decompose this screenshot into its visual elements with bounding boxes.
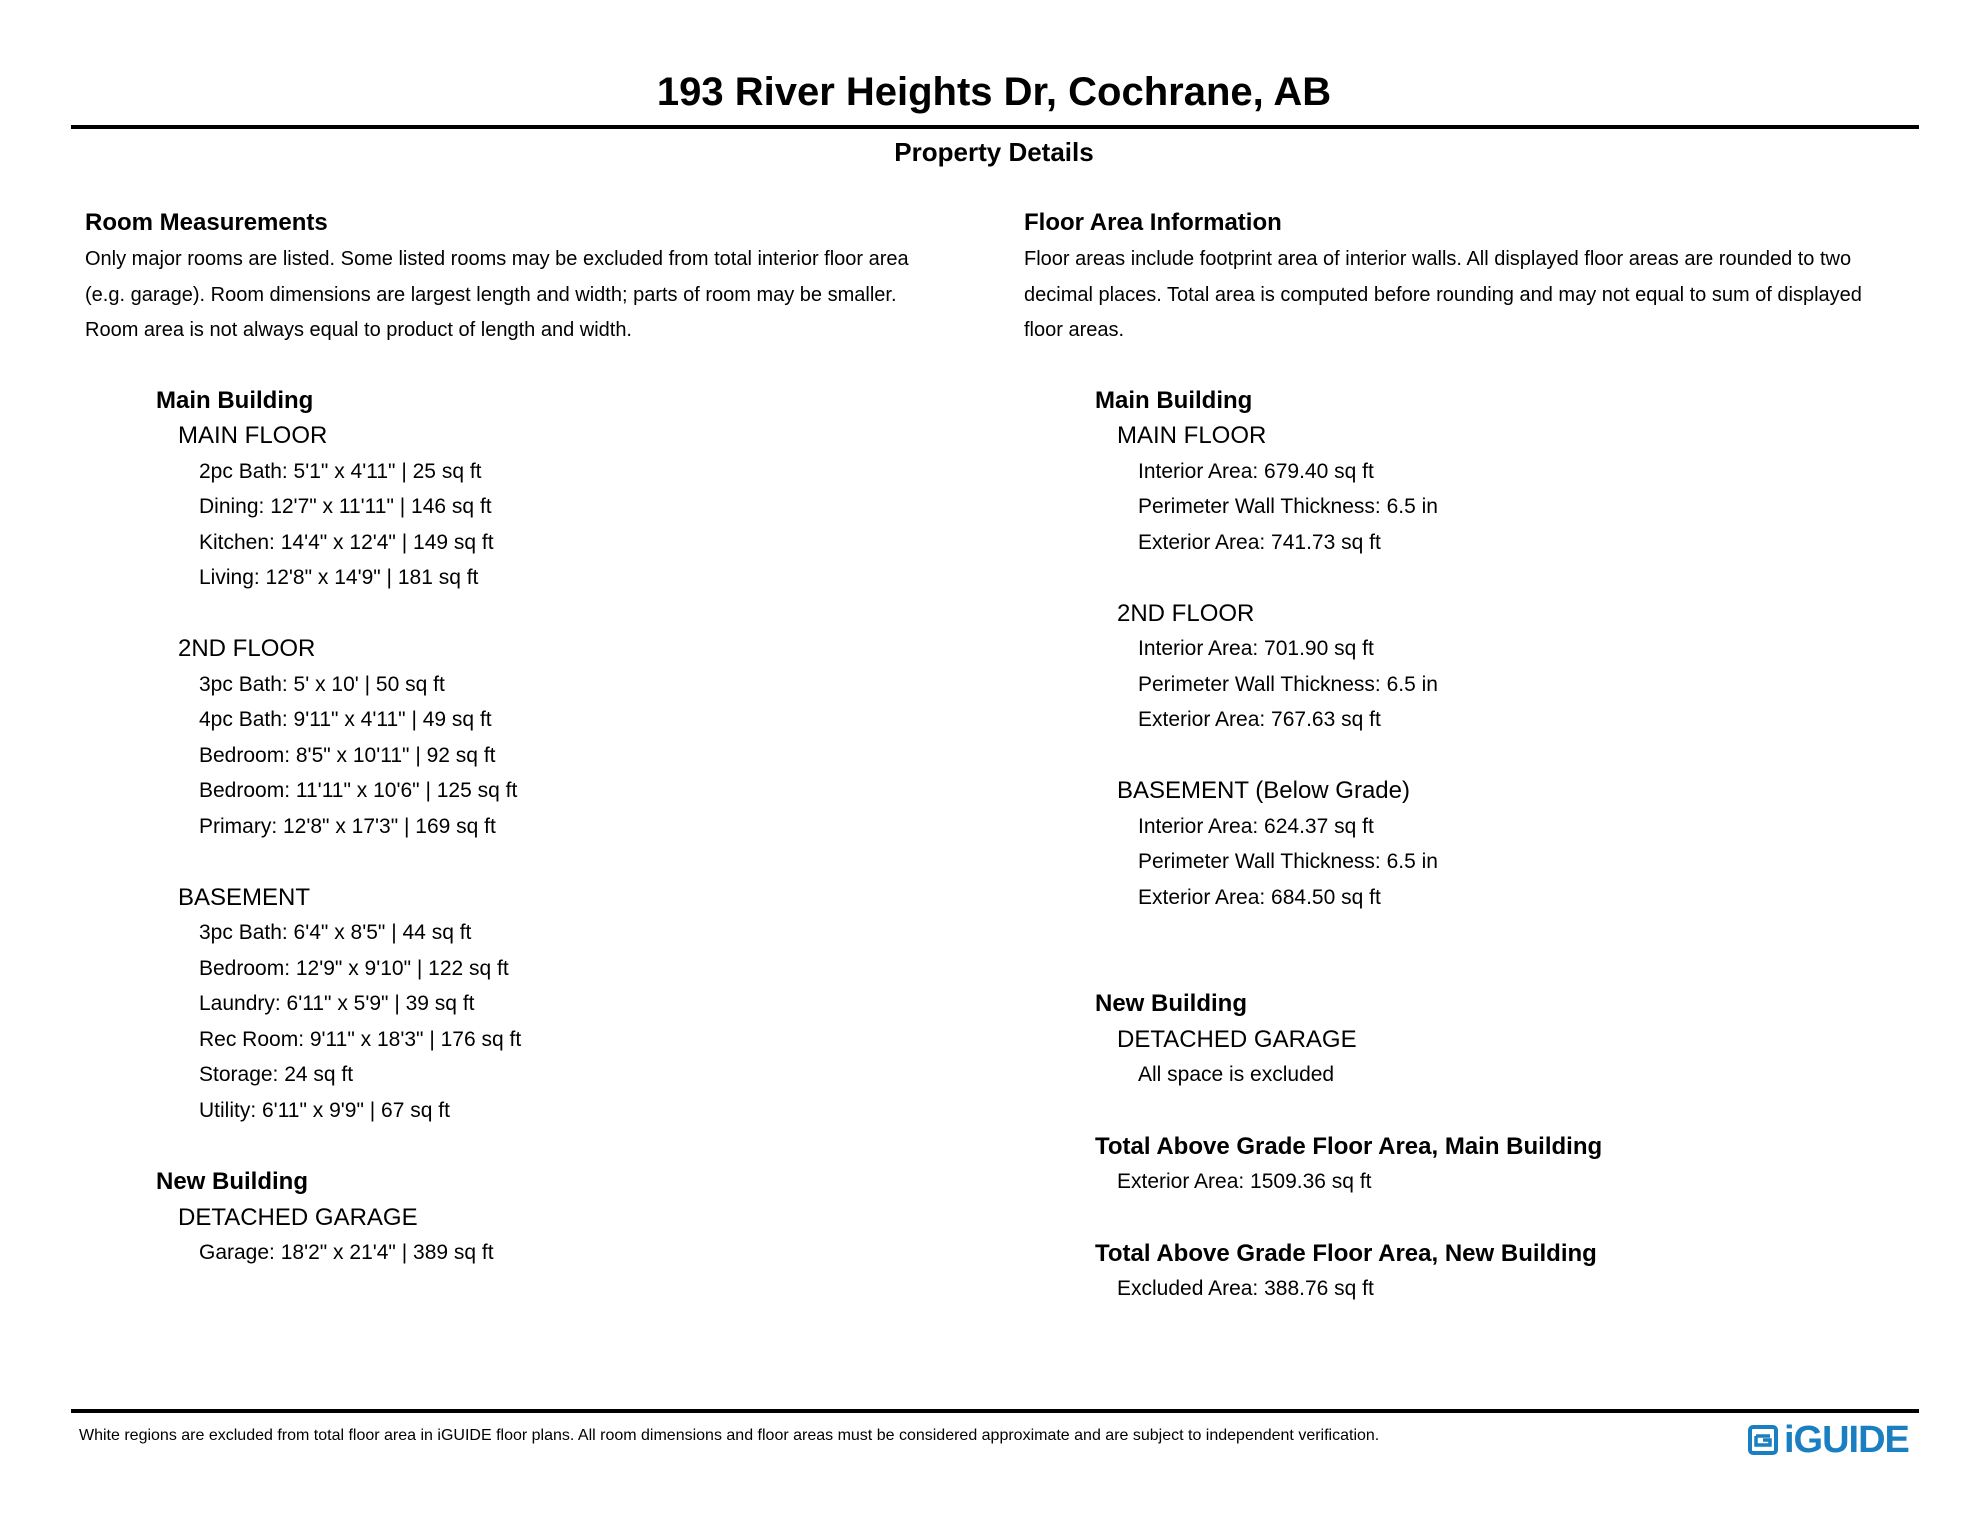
room-entry: 3pc Bath: 5' x 10' | 50 sq ft: [199, 672, 445, 696]
room-entry: 4pc Bath: 9'11" x 4'11" | 49 sq ft: [199, 708, 492, 731]
floor-2nd: [85, 631, 985, 844]
room-entry: Kitchen: 14'4" x 12'4" | 149 sq ft: [199, 530, 494, 554]
floor-name: DETACHED GARAGE: [178, 1203, 418, 1231]
floor-name: BASEMENT (Below Grade): [1117, 777, 1410, 804]
page-title: 193 River Heights Dr, Cochrane, AB: [656, 70, 1332, 114]
area-building-main: [1024, 383, 1924, 916]
floor-basement: [85, 880, 985, 1129]
room-entry: 2pc Bath: 5'1" x 4'11" | 25 sq ft: [199, 459, 482, 483]
area-entry: Interior Area: 624.37 sq ft: [1138, 814, 1374, 838]
room-entry: Living: 12'8" x 14'9" | 181 sq ft: [199, 566, 479, 589]
building-name: Main Building: [1095, 386, 1253, 414]
total-new-building: [1024, 1236, 1924, 1307]
footer-disclaimer: White regions are excluded from total floor area in iGUIDE floor plans. All room dimensions and floor areas must be considered approximate and are subject to independent verification.: [79, 1427, 1380, 1444]
description-line: Room area is not always equal to product of length and width.: [85, 319, 632, 341]
total-heading: Total Above Grade Floor Area, New Building: [1095, 1239, 1597, 1267]
room-measurements-heading: Room Measurements: [85, 209, 328, 236]
description-line: floor areas.: [1024, 319, 1125, 341]
room-buildings-list: [85, 383, 985, 1271]
area-entry: Exterior Area: 741.73 sq ft: [1138, 530, 1381, 554]
area-floor-2nd: [1024, 596, 1924, 738]
area-entry: Interior Area: 679.40 sq ft: [1138, 459, 1374, 483]
area-building-new: [1024, 986, 1924, 1093]
description-line: (e.g. garage). Room dimensions are largest length and width; parts of room may be smaller.: [85, 283, 897, 306]
description-line: decimal places. Total area is computed before rounding and may not equal to sum of displayed: [1024, 283, 1862, 306]
floor-area-section: [1024, 206, 1924, 1307]
floor-name: DETACHED GARAGE: [1117, 1025, 1357, 1053]
area-entry: Interior Area: 701.90 sq ft: [1138, 637, 1374, 660]
building-main: [85, 383, 985, 1129]
room-entry: Bedroom: 12'9" x 9'10" | 122 sq ft: [199, 956, 509, 980]
total-value: Exterior Area: 1509.36 sq ft: [1117, 1170, 1372, 1193]
description-line: Floor areas include footprint area of interior walls. All displayed floor areas are rounded to two: [1024, 248, 1852, 270]
building-name: Main Building: [156, 386, 314, 414]
floor-name: MAIN FLOOR: [178, 422, 328, 449]
floor-area-description: [1024, 242, 1924, 349]
area-floor-basement: [1024, 773, 1924, 915]
room-measurements-section: [85, 206, 985, 1271]
floor-area-heading: Floor Area Information: [1024, 209, 1282, 236]
area-totals: [1024, 1129, 1924, 1307]
iguide-logo: [1748, 1420, 1909, 1460]
building-name: New Building: [156, 1168, 308, 1195]
building-new: [85, 1164, 985, 1271]
floor-name: 2ND FLOOR: [1117, 599, 1255, 627]
room-entry: 3pc Bath: 6'4" x 8'5" | 44 sq ft: [199, 921, 472, 944]
floor-detached-garage: [85, 1200, 985, 1271]
area-entry: Perimeter Wall Thickness: 6.5 in: [1138, 850, 1438, 873]
total-value: Excluded Area: 388.76 sq ft: [1117, 1277, 1374, 1300]
room-entry: Bedroom: 11'11" x 10'6" | 125 sq ft: [199, 779, 518, 802]
area-floor-main: [1024, 418, 1924, 560]
area-entry: Perimeter Wall Thickness: 6.5 in: [1138, 672, 1438, 696]
floor-main: [85, 418, 985, 596]
room-entry: Rec Room: 9'11" x 18'3" | 176 sq ft: [199, 1027, 522, 1051]
room-entry: Storage: 24 sq ft: [199, 1063, 354, 1086]
description-line: Only major rooms are listed. Some listed rooms may be excluded from total interior floor area: [85, 248, 909, 270]
iguide-logo-icon: [1748, 1425, 1778, 1455]
total-main-building: [1024, 1129, 1924, 1200]
floor-name: 2ND FLOOR: [178, 635, 316, 662]
total-heading: Total Above Grade Floor Area, Main Building: [1095, 1132, 1603, 1160]
room-entry: Dining: 12'7" x 11'11" | 146 sq ft: [199, 495, 492, 518]
area-floor-detached-garage: [1024, 1022, 1924, 1093]
area-entry: Perimeter Wall Thickness: 6.5 in: [1138, 495, 1438, 518]
room-entry: Laundry: 6'11" x 5'9" | 39 sq ft: [199, 992, 475, 1015]
room-entry: Garage: 18'2" x 21'4" | 389 sq ft: [199, 1241, 494, 1264]
room-entry: Primary: 12'8" x 17'3" | 169 sq ft: [199, 814, 496, 838]
room-measurements-description: [85, 242, 985, 349]
room-entry: Bedroom: 8'5" x 10'11" | 92 sq ft: [199, 743, 496, 767]
logo-text: iGUIDE: [1784, 1419, 1909, 1461]
building-name: New Building: [1095, 990, 1247, 1017]
room-entry: Utility: 6'11" x 9'9" | 67 sq ft: [199, 1098, 450, 1122]
area-buildings-list: [1024, 383, 1924, 1307]
title-divider: [71, 125, 1919, 129]
area-entry: All space is excluded: [1138, 1063, 1335, 1086]
footer-divider: [71, 1409, 1919, 1413]
area-entry: Exterior Area: 684.50 sq ft: [1138, 885, 1381, 909]
area-entry: Exterior Area: 767.63 sq ft: [1138, 708, 1381, 731]
floor-name: BASEMENT: [178, 883, 311, 911]
floor-name: MAIN FLOOR: [1117, 422, 1267, 449]
page-subtitle: Property Details: [894, 137, 1094, 167]
